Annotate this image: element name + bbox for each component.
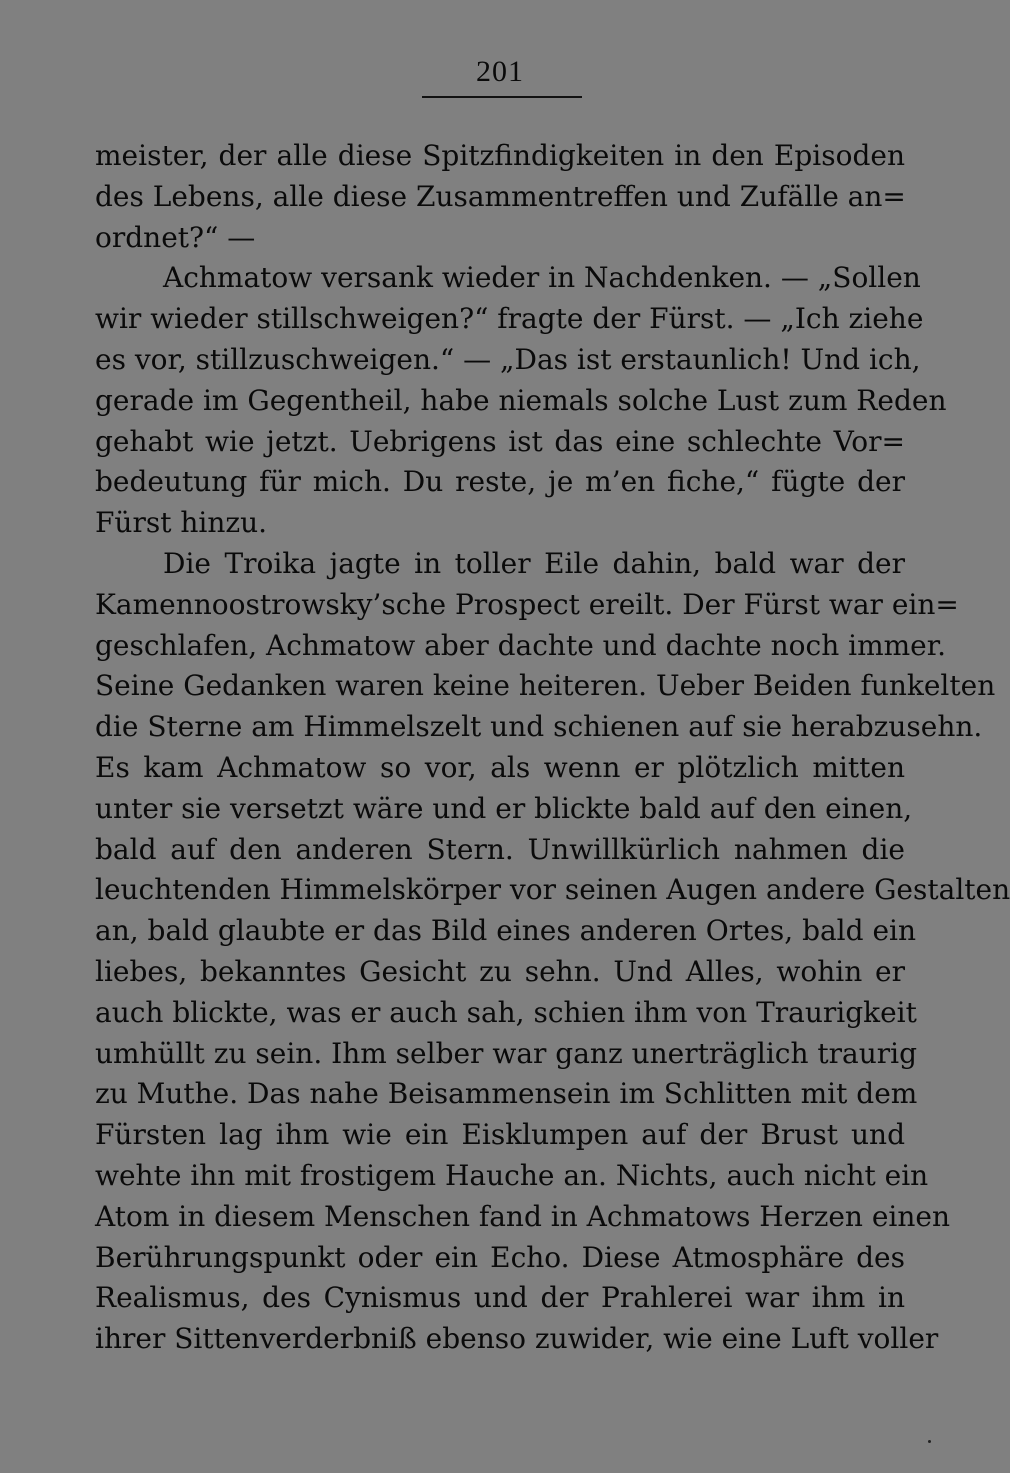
- text-line: meister, der alle diese Spitzfindigkeiten in den Episoden: [95, 139, 905, 172]
- text-line: auch blickte, was er auch sah, schien ihm von Traurigkeit: [95, 995, 917, 1029]
- header-rule: [422, 96, 582, 98]
- text-line: Kamennoostrowsky’sche Prospect ereilt. Der Fürst war ein=: [95, 587, 959, 621]
- text-line: leuchtenden Himmelskörper vor seinen Augen andere Gestalten: [95, 873, 1010, 907]
- text-line: bald auf den anderen Stern. Unwillkürlich nahmen die: [95, 832, 905, 866]
- text-line: gerade im Gegentheil, habe niemals solche Lust zum Reden: [95, 383, 947, 417]
- text-line: Achmatow versank wieder in Nachdenken. — „Sollen: [163, 261, 921, 295]
- page-number: 201: [476, 55, 524, 88]
- text-line: an, bald glaubte er das Bild eines anderen Ortes, bald ein: [95, 914, 917, 948]
- text-line: Seine Gedanken waren keine heiteren. Ueber Beiden funkelten: [95, 669, 996, 703]
- text-line: die Sterne am Himmelszelt und schienen auf sie herabzusehn.: [95, 710, 983, 744]
- body-text: [95, 136, 1010, 1360]
- text-line: Realismus, des Cynismus und der Prahlerei war ihm in: [95, 1281, 905, 1315]
- text-line: wir wieder stillschweigen?“ fragte der Fürst. — „Ich ziehe: [95, 302, 924, 336]
- text-line: des Lebens, alle diese Zusammentreffen und Zufälle an=: [95, 179, 906, 213]
- text-line: Berührungspunkt oder ein Echo. Diese Atmosphäre des: [95, 1240, 905, 1274]
- text-line: umhüllt zu sein. Ihm selber war ganz unerträglich traurig: [95, 1036, 918, 1070]
- text-line: geschlafen, Achmatow aber dachte und dachte noch immer.: [95, 628, 946, 662]
- text-line: Es kam Achmatow so vor, als wenn er plötzlich mitten: [95, 750, 905, 784]
- text-line: gehabt wie jetzt. Uebrigens ist das eine schlechte Vor=: [95, 424, 905, 458]
- text-line: es vor, stillzuschweigen.“ — „Das ist erstaunlich! Und ich,: [95, 342, 921, 376]
- text-line: zu Muthe. Das nahe Beisammensein im Schlitten mit dem: [95, 1077, 918, 1111]
- text-line: ihrer Sittenverderbniß ebenso zuwider, wie eine Luft voller: [95, 1322, 939, 1356]
- text-line: unter sie versetzt wäre und er blickte bald auf den einen,: [95, 791, 913, 825]
- text-line: bedeutung für mich. Du reste, je m’en fiche,“ fügte der: [95, 465, 905, 499]
- text-line: wehte ihn mit frostigem Hauche an. Nichts, auch nicht ein: [95, 1158, 929, 1192]
- paper-speck: [928, 1440, 931, 1443]
- text-line: Atom in diesem Menschen fand in Achmatows Herzen einen: [95, 1199, 950, 1233]
- text-line: Fürsten lag ihm wie ein Eisklumpen auf der Brust und: [95, 1118, 905, 1152]
- text-line: liebes, bekanntes Gesicht zu sehn. Und Alles, wohin er: [95, 954, 905, 988]
- text-line: ordnet?“ —: [95, 220, 256, 254]
- text-line: Fürst hinzu.: [95, 506, 268, 540]
- text-line: Die Troika jagte in toller Eile dahin, bald war der: [163, 546, 905, 580]
